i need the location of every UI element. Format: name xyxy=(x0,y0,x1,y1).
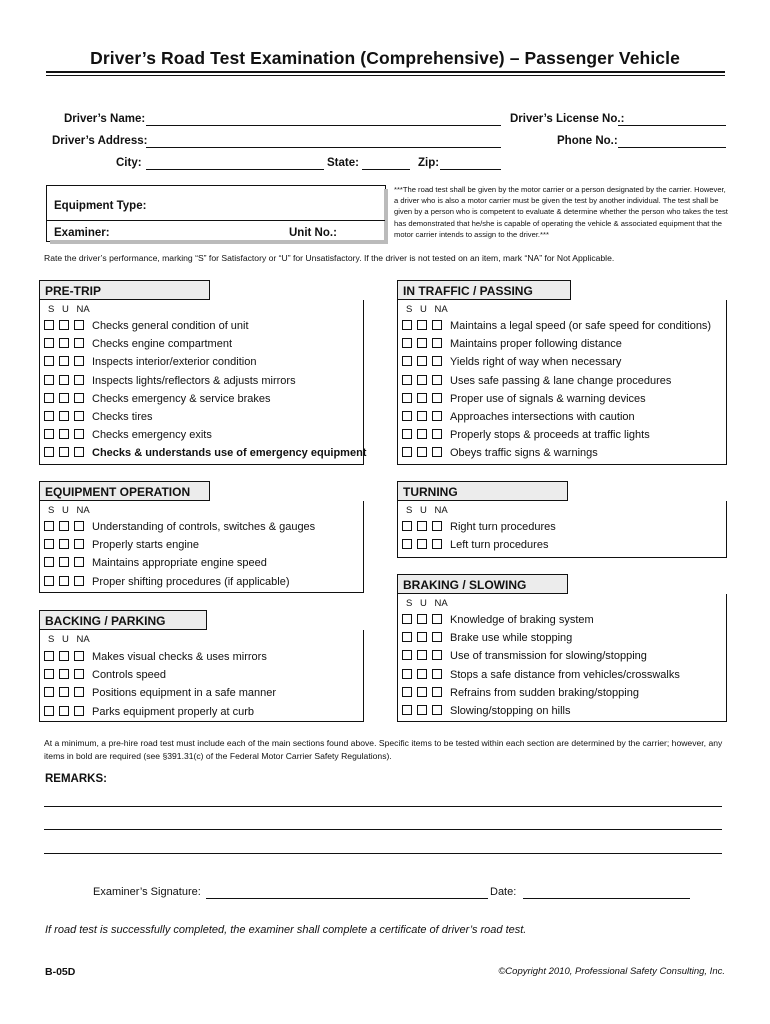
checklist-item xyxy=(402,687,639,699)
checklist-item-label: Properly stops & proceeds at traffic lights xyxy=(450,429,650,442)
rating-checkbox-u[interactable] xyxy=(417,429,427,439)
rating-checkbox-s[interactable] xyxy=(44,539,54,549)
checklist-item xyxy=(44,557,267,569)
checklist-item-label: Checks tires xyxy=(92,411,153,423)
checklist-item-label: Stops a safe distance from vehicles/crosswalks xyxy=(450,668,680,681)
equipment-box-shadow-bottom xyxy=(50,240,388,244)
unit-no-label: Unit No.: xyxy=(289,227,337,239)
rating-checkbox-u[interactable] xyxy=(59,539,69,549)
rating-checkbox-u[interactable] xyxy=(417,687,427,697)
rating-checkbox-na[interactable] xyxy=(432,393,442,403)
rating-checkbox-u[interactable] xyxy=(417,521,427,531)
phone-label: Phone No.: xyxy=(557,135,618,147)
rating-checkbox-u[interactable] xyxy=(59,411,69,421)
remarks-line-1[interactable] xyxy=(44,806,722,807)
rating-checkbox-s[interactable] xyxy=(402,393,412,403)
date-label: Date: xyxy=(490,886,517,898)
checklist-item-label: Checks general condition of unit xyxy=(92,320,249,332)
zip-label: Zip: xyxy=(418,157,440,169)
drivers-address-label: Driver’s Address: xyxy=(52,135,148,147)
checklist-item-label: Inspects lights/reflectors & adjusts mirrors xyxy=(92,374,296,387)
checklist-item xyxy=(44,447,366,459)
section-header-braking: BRAKING / SLOWING xyxy=(397,574,568,594)
rating-checkbox-s[interactable] xyxy=(44,706,54,716)
rating-checkbox-na[interactable] xyxy=(432,539,442,549)
rating-checkbox-s[interactable] xyxy=(402,705,412,715)
zip-field[interactable] xyxy=(440,157,501,170)
rating-checkbox-s[interactable] xyxy=(402,320,412,330)
checklist-item-label: Refrains from sudden braking/stopping xyxy=(450,686,639,699)
checklist-item-label: Makes visual checks & uses mirrors xyxy=(92,651,267,663)
rating-header: S U NA xyxy=(48,304,90,315)
rating-checkbox-s[interactable] xyxy=(402,687,412,697)
rating-checkbox-na[interactable] xyxy=(74,338,84,348)
rating-checkbox-u[interactable] xyxy=(417,393,427,403)
checklist-item-label: Checks & understands use of emergency equipment xyxy=(92,447,367,460)
checklist-item xyxy=(44,669,166,681)
state-label: State: xyxy=(327,157,359,169)
checklist-item xyxy=(44,539,199,551)
rating-checkbox-u[interactable] xyxy=(59,687,69,697)
rating-checkbox-s[interactable] xyxy=(44,521,54,531)
rating-header: S U NA xyxy=(406,598,448,609)
phone-field[interactable] xyxy=(618,135,726,148)
checklist-item-label: Maintains proper following distance xyxy=(450,338,622,351)
rating-checkbox-u[interactable] xyxy=(417,411,427,421)
checklist-item xyxy=(44,576,290,588)
checklist-item-label: Slowing/stopping on hills xyxy=(450,705,571,717)
rating-checkbox-s[interactable] xyxy=(44,669,54,679)
rating-checkbox-s[interactable] xyxy=(44,411,54,421)
title-divider xyxy=(46,71,725,73)
rating-checkbox-u[interactable] xyxy=(59,557,69,567)
checklist-item-label: Inspects interior/exterior condition xyxy=(92,356,257,369)
rating-checkbox-na[interactable] xyxy=(432,356,442,366)
checklist-item xyxy=(402,632,572,644)
city-label: City: xyxy=(116,157,142,169)
rating-checkbox-u[interactable] xyxy=(417,632,427,642)
rating-checkbox-u[interactable] xyxy=(417,669,427,679)
rating-checkbox-s[interactable] xyxy=(402,338,412,348)
rating-checkbox-na[interactable] xyxy=(74,557,84,567)
rating-checkbox-u[interactable] xyxy=(417,705,427,715)
checklist-item xyxy=(44,651,267,663)
rating-checkbox-u[interactable] xyxy=(59,320,69,330)
rating-checkbox-na[interactable] xyxy=(432,650,442,660)
rating-checkbox-s[interactable] xyxy=(44,576,54,586)
checklist-item xyxy=(402,429,650,441)
rating-checkbox-s[interactable] xyxy=(402,356,412,366)
rating-checkbox-s[interactable] xyxy=(402,669,412,679)
rating-checkbox-s[interactable] xyxy=(44,393,54,403)
rating-checkbox-s[interactable] xyxy=(44,687,54,697)
checklist-item-label: Checks emergency & service brakes xyxy=(92,392,271,405)
rating-checkbox-u[interactable] xyxy=(417,338,427,348)
drivers-name-label: Driver’s Name: xyxy=(64,113,146,125)
checklist-item xyxy=(44,706,254,718)
rating-checkbox-u[interactable] xyxy=(59,429,69,439)
rating-checkbox-s[interactable] xyxy=(402,539,412,549)
rating-checkbox-s[interactable] xyxy=(402,632,412,642)
equipment-box-divider xyxy=(46,220,385,221)
rating-checkbox-na[interactable] xyxy=(432,447,442,457)
rating-checkbox-u[interactable] xyxy=(59,338,69,348)
rating-header: S U NA xyxy=(406,505,448,516)
checklist-item xyxy=(402,447,598,459)
remarks-line-2[interactable] xyxy=(44,829,722,830)
rating-checkbox-s[interactable] xyxy=(44,338,54,348)
checklist-item-label: Controls speed xyxy=(92,669,166,682)
checklist-item-label: Uses safe passing & lane change procedures xyxy=(450,374,672,387)
checklist-item-label: Use of transmission for slowing/stopping xyxy=(450,650,647,663)
checklist-item xyxy=(402,393,646,405)
rating-checkbox-s[interactable] xyxy=(402,411,412,421)
rating-checkbox-s[interactable] xyxy=(402,429,412,439)
rating-checkbox-na[interactable] xyxy=(432,411,442,421)
rating-checkbox-u[interactable] xyxy=(59,447,69,457)
checklist-item xyxy=(402,375,671,387)
rating-header: S U NA xyxy=(406,304,448,315)
drivers-address-field[interactable] xyxy=(146,135,501,148)
rating-checkbox-s[interactable] xyxy=(402,447,412,457)
rating-checkbox-na[interactable] xyxy=(74,429,84,439)
rating-checkbox-u[interactable] xyxy=(59,521,69,531)
rating-checkbox-na[interactable] xyxy=(74,521,84,531)
rating-checkbox-u[interactable] xyxy=(59,706,69,716)
rating-checkbox-s[interactable] xyxy=(44,429,54,439)
checklist-item xyxy=(402,650,647,662)
remarks-line-3[interactable] xyxy=(44,853,722,854)
checklist-item xyxy=(44,429,212,441)
rating-checkbox-u[interactable] xyxy=(59,356,69,366)
rating-checkbox-s[interactable] xyxy=(44,447,54,457)
state-field[interactable] xyxy=(362,157,410,170)
checklist-item-label: Proper use of signals & warning devices xyxy=(450,392,646,405)
rating-checkbox-s[interactable] xyxy=(44,557,54,567)
rating-checkbox-u[interactable] xyxy=(59,393,69,403)
rating-checkbox-s[interactable] xyxy=(402,521,412,531)
checklist-item xyxy=(402,669,680,681)
copyright: ©Copyright 2010, Professional Safety Consulting, Inc. xyxy=(498,966,725,977)
checklist-item-label: Right turn procedures xyxy=(450,521,556,533)
form-code: B-05D xyxy=(45,966,76,978)
rating-checkbox-na[interactable] xyxy=(432,429,442,439)
rating-checkbox-u[interactable] xyxy=(417,447,427,457)
checklist-item-label: Left turn procedures xyxy=(450,539,549,552)
rating-checkbox-na[interactable] xyxy=(432,375,442,385)
checklist-item-label: Positions equipment in a safe manner xyxy=(92,687,277,700)
date-field[interactable] xyxy=(523,886,690,899)
checklist-item-label: Checks emergency exits xyxy=(92,429,212,442)
checklist-item-label: Properly starts engine xyxy=(92,539,199,552)
city-field[interactable] xyxy=(146,157,324,170)
rating-checkbox-na[interactable] xyxy=(432,705,442,715)
checklist-item-label: Approaches intersections with caution xyxy=(450,411,635,423)
checklist-item xyxy=(402,705,570,717)
checklist-item xyxy=(402,614,594,626)
rating-checkbox-s[interactable] xyxy=(402,614,412,624)
checklist-item xyxy=(402,338,622,350)
checklist-item-label: Maintains a legal speed (or safe speed for conditions) xyxy=(450,320,712,332)
remarks-label: REMARKS: xyxy=(45,773,107,785)
section-header-traffic: IN TRAFFIC / PASSING xyxy=(397,280,571,300)
checklist-item xyxy=(44,393,271,405)
rating-checkbox-na[interactable] xyxy=(74,411,84,421)
rating-checkbox-na[interactable] xyxy=(74,356,84,366)
rating-checkbox-s[interactable] xyxy=(402,650,412,660)
rating-checkbox-u[interactable] xyxy=(417,356,427,366)
rating-header: S U NA xyxy=(48,634,90,645)
rating-checkbox-u[interactable] xyxy=(59,375,69,385)
rating-checkbox-na[interactable] xyxy=(74,539,84,549)
checklist-item xyxy=(402,320,711,332)
rating-checkbox-na[interactable] xyxy=(74,320,84,330)
examiner-signature-field[interactable] xyxy=(206,886,488,899)
rating-checkbox-na[interactable] xyxy=(74,706,84,716)
rating-checkbox-s[interactable] xyxy=(44,375,54,385)
rating-checkbox-s[interactable] xyxy=(44,320,54,330)
rating-header: S U NA xyxy=(48,505,90,516)
rating-checkbox-u[interactable] xyxy=(59,669,69,679)
rating-checkbox-na[interactable] xyxy=(432,320,442,330)
rating-checkbox-s[interactable] xyxy=(44,356,54,366)
rating-checkbox-na[interactable] xyxy=(74,375,84,385)
checklist-item-label: Checks engine compartment xyxy=(92,338,233,351)
rating-checkbox-na[interactable] xyxy=(74,393,84,403)
drivers-license-label: Driver’s License No.: xyxy=(510,113,625,125)
rating-checkbox-u[interactable] xyxy=(417,539,427,549)
checklist-item xyxy=(402,356,621,368)
rating-checkbox-s[interactable] xyxy=(44,651,54,661)
equipment-box-shadow xyxy=(384,189,388,244)
examiner-signature-label: Examiner’s Signature: xyxy=(93,886,201,898)
rating-checkbox-na[interactable] xyxy=(432,338,442,348)
checklist-item-label: Knowledge of braking system xyxy=(450,614,594,626)
section-header-pretrip: PRE-TRIP xyxy=(39,280,210,300)
section-header-equipment-operation: EQUIPMENT OPERATION xyxy=(39,481,210,501)
rating-checkbox-u[interactable] xyxy=(417,614,427,624)
checklist-item xyxy=(44,411,153,423)
rating-checkbox-na[interactable] xyxy=(432,614,442,624)
completion-note: If road test is successfully completed, the examiner shall complete a certificate of driver’s road test. xyxy=(45,924,527,936)
rating-checkbox-na[interactable] xyxy=(74,669,84,679)
minimum-requirements-note: At a minimum, a pre-hire road test must include each of the main sections found above. Specific items to be tested within each section are determined by the carrier; however, any items in bold are required (see §391.31(c) of the Federal Motor Carrier Safety Regulations). xyxy=(44,738,723,761)
rating-checkbox-na[interactable] xyxy=(74,447,84,457)
drivers-name-field[interactable] xyxy=(146,113,501,126)
checklist-item xyxy=(44,521,315,533)
rating-checkbox-u[interactable] xyxy=(417,375,427,385)
rating-instructions: Rate the driver’s performance, marking “S” for Satisfactory or “U” for Unsatisfactory. If the driver is not tested on an item, mark “NA” for Not Applicable. xyxy=(44,253,615,263)
form-title: Driver’s Road Test Examination (Comprehensive) – Passenger Vehicle xyxy=(90,48,680,68)
checklist-item-label: Yields right of way when necessary xyxy=(450,356,622,369)
examiner-label: Examiner: xyxy=(54,227,110,239)
title-divider-thin xyxy=(46,75,725,76)
checklist-item xyxy=(402,521,556,533)
rating-checkbox-na[interactable] xyxy=(432,687,442,697)
checklist-item-label: Brake use while stopping xyxy=(450,632,573,645)
rating-checkbox-na[interactable] xyxy=(432,521,442,531)
checklist-item xyxy=(402,411,635,423)
rating-checkbox-u[interactable] xyxy=(59,576,69,586)
checklist-item-label: Proper shifting procedures (if applicable) xyxy=(92,575,290,588)
rating-checkbox-s[interactable] xyxy=(402,375,412,385)
section-header-backing: BACKING / PARKING xyxy=(39,610,207,630)
rating-checkbox-na[interactable] xyxy=(74,576,84,586)
rating-checkbox-u[interactable] xyxy=(59,651,69,661)
rating-checkbox-na[interactable] xyxy=(432,632,442,642)
checklist-item xyxy=(402,539,548,551)
rating-checkbox-u[interactable] xyxy=(417,650,427,660)
checklist-item-label: Obeys traffic signs & warnings xyxy=(450,447,598,460)
checklist-item-label: Parks equipment properly at curb xyxy=(92,705,255,718)
checklist-item xyxy=(44,320,249,332)
checklist-item xyxy=(44,338,232,350)
checklist-item-label: Maintains appropriate engine speed xyxy=(92,557,267,570)
checklist-item xyxy=(44,356,256,368)
equipment-type-label: Equipment Type: xyxy=(54,200,147,212)
rating-checkbox-na[interactable] xyxy=(74,687,84,697)
section-header-turning: TURNING xyxy=(397,481,568,501)
rating-checkbox-u[interactable] xyxy=(417,320,427,330)
rating-checkbox-na[interactable] xyxy=(432,669,442,679)
checklist-item xyxy=(44,375,296,387)
road-test-note: ***The road test shall be given by the motor carrier or a person designated by the carrier. However, a driver who is also a motor carrier must be given the test by another individual. The test shall be given by a person who is competent to evaluate & determine whether the person who takes the test has demonstrated that he/she is capable of operating the vehicle & associated equipment that the motor carrier intends to assign to the driver.*** xyxy=(394,185,728,239)
rating-checkbox-na[interactable] xyxy=(74,651,84,661)
drivers-license-field[interactable] xyxy=(618,113,726,126)
checklist-item-label: Understanding of controls, switches & gauges xyxy=(92,521,316,533)
checklist-item xyxy=(44,687,276,699)
